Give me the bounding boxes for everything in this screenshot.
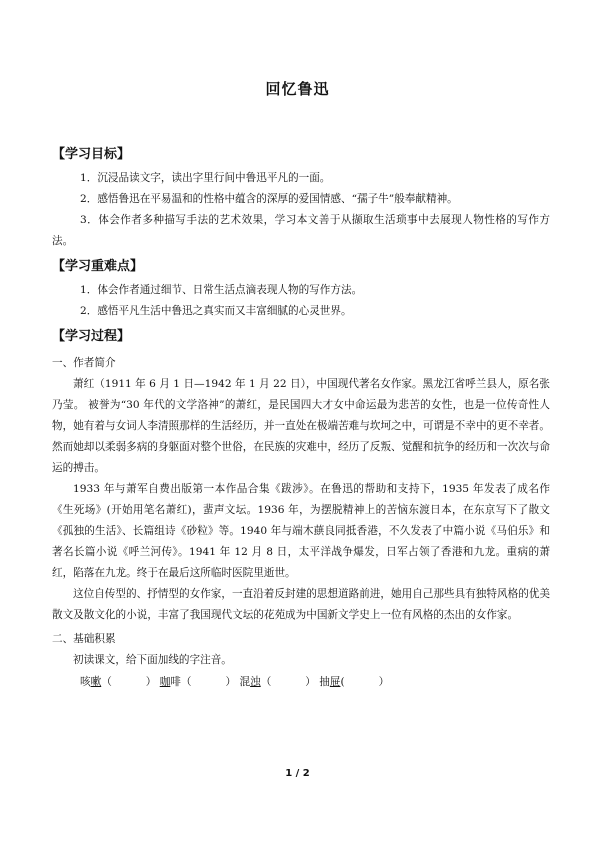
blank-word: 抽屉( ） — [319, 676, 390, 688]
page-title: 回忆鲁迅 — [265, 80, 330, 98]
goal-item: 2．感悟鲁迅在平易温和的性格中蕴含的深厚的爱国情感、“孺子牛”般奉献精神。 — [80, 193, 458, 205]
author-paragraph: 1933 年与萧军自费出版第一本作品合集《跋涉》。在鲁迅的帮助和支持下，1935 年发表了成名作《生死场》(开始用笔名萧红)，蜚声文坛。1936 年，为摆脱精神上的苦恼东渡日本，在东京写下了散文《孤独的生活》、长篇组诗《砂粒》等。1940 年与端木蕻良同抵香港，不久发表了中篇小说《马伯乐》和著名长篇小说《呼兰河传》。1941 年 12 月 8 日，太平洋战争爆发，日军占领了香港和九龙。重病的萧红，陷落在九龙。终于在最后这所临时医院里逝世。 — [52, 483, 550, 579]
section-heading-process: 【学习过程】 — [52, 329, 131, 344]
section-heading-key-points: 【学习重难点】 — [52, 259, 144, 274]
subsection-title-author: 一、作者简介 — [52, 357, 116, 369]
section-heading-goals: 【学习目标】 — [52, 147, 131, 162]
author-paragraph: 萧红（1911 年 6 月 1 日—1942 年 1 月 22 日），中国现代著名女作家。黑龙江省呼兰县人，原名张乃莹。 被誉为“30 年代的文学洛神”的萧红，是民国四大才女中命运最为悲苦的女性，也是一位传奇性人物，她有着与女词人李清照那样的生活经历，并一直处在极端苦难与坎坷之中，可谓是不幸中的更不幸者。然而她却以柔弱多病的身躯面对整个世俗，在民族的灾难中，经历了反叛、觉醒和抗争的经历和一次次与命运的搏击。 — [52, 378, 550, 474]
subsection-title-basics: 二、基础积累 — [52, 633, 116, 645]
goal-item: 1．沉浸品读文字，读出字里行间中鲁迅平凡的一面。 — [80, 172, 331, 184]
page-number: 1 / 2 — [285, 768, 310, 779]
goal-item: 3．体会作者多种描写手法的艺术效果，学习本文善于从撷取生活琐事中去展现人物性格的写作方法。 — [52, 214, 550, 247]
author-paragraph: 这位自传型的、抒情型的女作家，一直沿着反封建的思想道路前进，她用自己那些具有独特风格的优美散文及散文化的小说，丰富了我国现代文坛的花苑成为中国新文学史上一位有风格的杰出的女作家。 — [52, 588, 550, 621]
key-point-item: 2．感悟平凡生活中鲁迅之真实而又丰富细腻的心灵世界。 — [80, 305, 352, 317]
pinyin-blanks-row — [52, 671, 550, 693]
basics-instruction: 初读课文，给下面加线的字注音。 — [73, 654, 232, 666]
blank-word: 咳嗽（ ） — [80, 676, 157, 688]
key-point-item: 1．体会作者通过细节、日常生活点滴表现人物的写作方法。 — [80, 284, 363, 296]
blank-word: 咖啡（ ） — [159, 676, 237, 688]
document-body — [52, 140, 550, 693]
blank-word: 混浊（ ） — [239, 676, 316, 688]
